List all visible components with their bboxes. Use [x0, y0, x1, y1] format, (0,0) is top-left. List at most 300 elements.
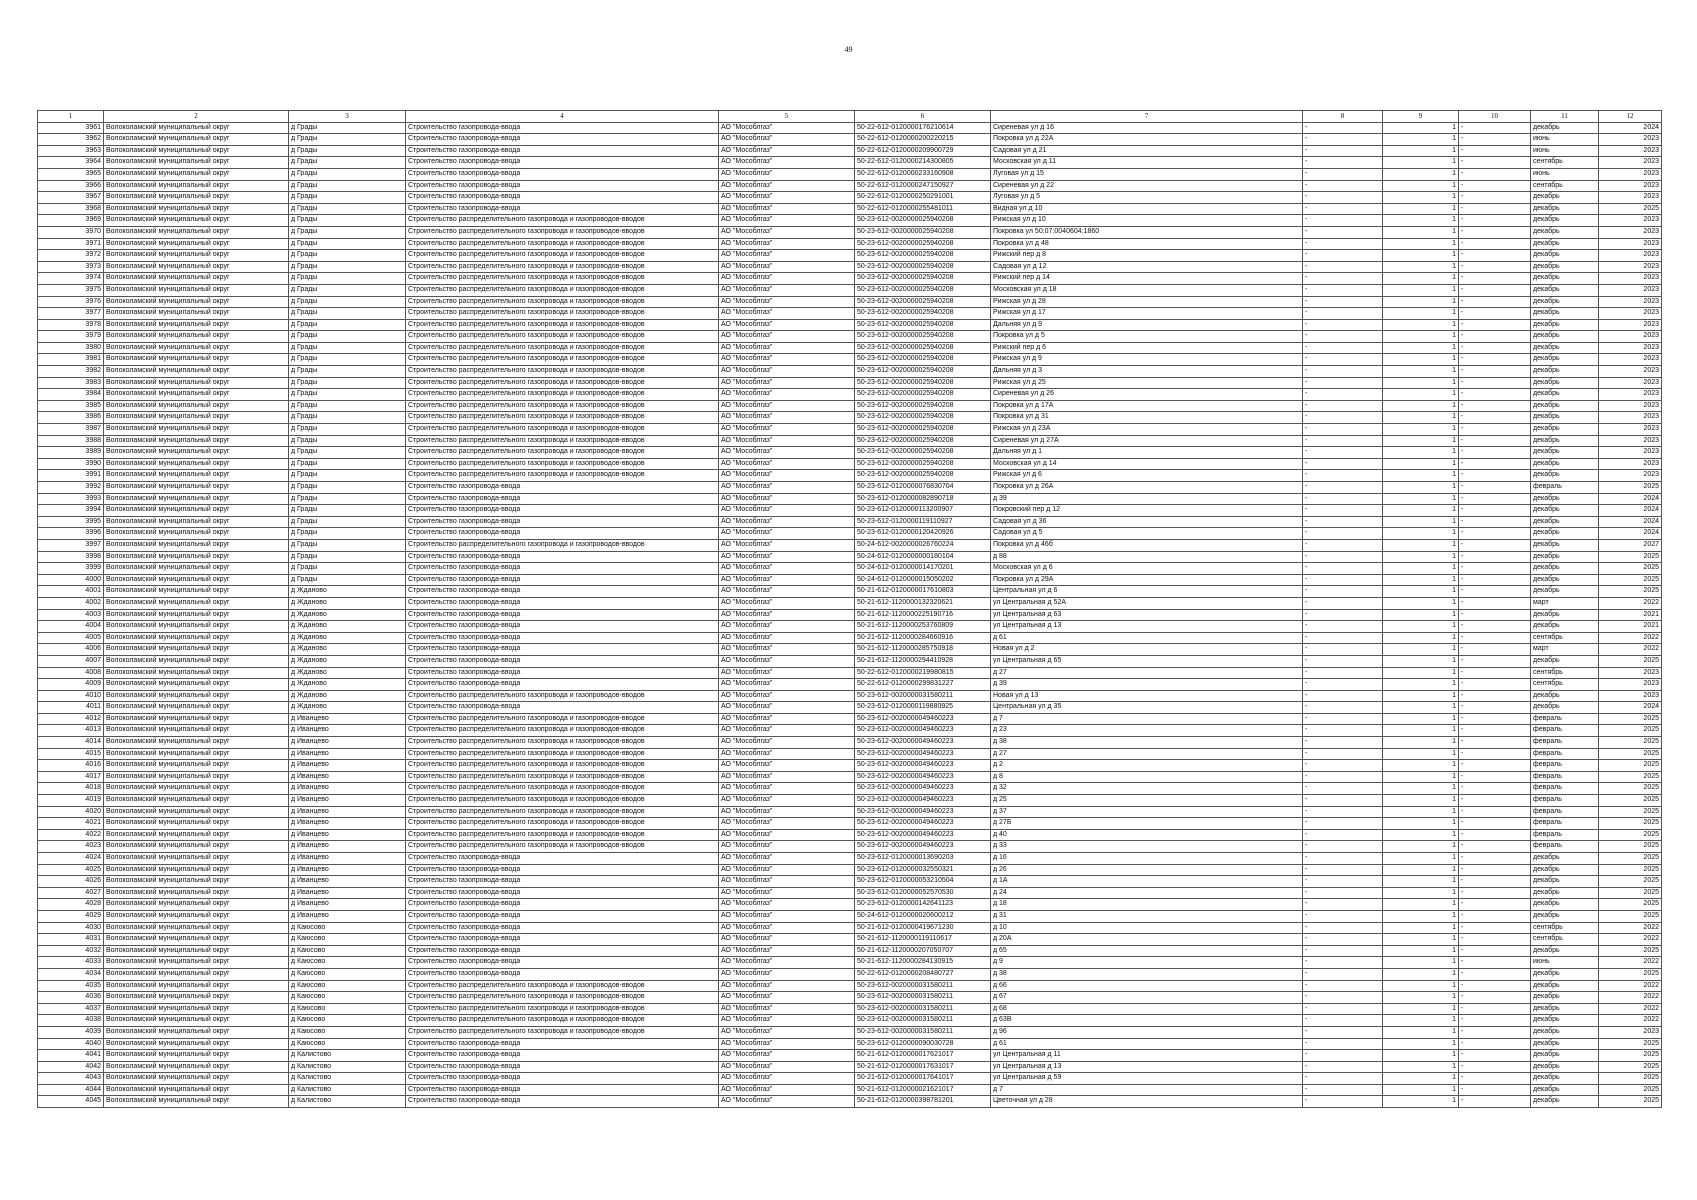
- work-type-cell: Строительство распределительного газопровода и газопроводов-вводов: [406, 1015, 719, 1027]
- col-8-cell: -: [1303, 493, 1383, 505]
- col-8-cell: -: [1303, 157, 1383, 169]
- organization-cell: АО "Мособлгаз": [719, 238, 855, 250]
- col-8-cell: -: [1303, 551, 1383, 563]
- municipality-cell: Волоколамский муниципальный округ: [104, 992, 289, 1004]
- year-cell: 2023: [1599, 354, 1662, 366]
- count-cell: 1: [1383, 296, 1459, 308]
- municipality-cell: Волоколамский муниципальный округ: [104, 447, 289, 459]
- col-10-cell: -: [1459, 168, 1531, 180]
- address-cell: Московская ул д 14: [991, 458, 1303, 470]
- table-row: [38, 354, 1662, 366]
- work-type-cell: Строительство распределительного газопровода и газопроводов-вводов: [406, 273, 719, 285]
- month-cell: декабрь: [1531, 389, 1599, 401]
- application-number-cell: 50-24-612-0120000015050202: [855, 574, 991, 586]
- year-cell: 2023: [1599, 690, 1662, 702]
- table-row: [38, 655, 1662, 667]
- month-cell: сентябрь: [1531, 667, 1599, 679]
- address-cell: ул Центральная д 13: [991, 621, 1303, 633]
- count-cell: 1: [1383, 1015, 1459, 1027]
- table-row: [38, 180, 1662, 192]
- year-cell: 2023: [1599, 250, 1662, 262]
- year-cell: 2023: [1599, 157, 1662, 169]
- col-8-cell: -: [1303, 389, 1383, 401]
- month-cell: март: [1531, 597, 1599, 609]
- work-type-cell: Строительство распределительного газопровода и газопроводов-вводов: [406, 377, 719, 389]
- col-8-cell: -: [1303, 957, 1383, 969]
- col-10-cell: -: [1459, 458, 1531, 470]
- row-number-cell: 3963: [38, 145, 104, 157]
- year-cell: 2027: [1599, 539, 1662, 551]
- row-number-cell: 3995: [38, 516, 104, 528]
- organization-cell: АО "Мособлгаз": [719, 482, 855, 494]
- row-number-cell: 4017: [38, 771, 104, 783]
- address-cell: Рижская ул д 9: [991, 354, 1303, 366]
- count-cell: 1: [1383, 748, 1459, 760]
- column-header-7: 7: [991, 111, 1303, 123]
- organization-cell: АО "Мособлгаз": [719, 644, 855, 656]
- municipality-cell: Волоколамский муниципальный округ: [104, 539, 289, 551]
- row-number-cell: 3976: [38, 296, 104, 308]
- municipality-cell: Волоколамский муниципальный округ: [104, 157, 289, 169]
- row-number-cell: 4042: [38, 1061, 104, 1073]
- settlement-cell: д Грады: [289, 122, 406, 134]
- table-row: [38, 412, 1662, 424]
- settlement-cell: д Иванцево: [289, 783, 406, 795]
- table-row: [38, 539, 1662, 551]
- organization-cell: АО "Мособлгаз": [719, 250, 855, 262]
- col-8-cell: -: [1303, 412, 1383, 424]
- table-row: [38, 1096, 1662, 1108]
- settlement-cell: д Грады: [289, 505, 406, 517]
- year-cell: 2021: [1599, 609, 1662, 621]
- column-header-11: 11: [1531, 111, 1599, 123]
- row-number-cell: 4026: [38, 876, 104, 888]
- col-10-cell: -: [1459, 980, 1531, 992]
- col-8-cell: -: [1303, 1061, 1383, 1073]
- month-cell: февраль: [1531, 482, 1599, 494]
- col-8-cell: -: [1303, 968, 1383, 980]
- row-number-cell: 4037: [38, 1003, 104, 1015]
- work-type-cell: Строительство газопровода-ввода: [406, 621, 719, 633]
- row-number-cell: 4006: [38, 644, 104, 656]
- settlement-cell: д Грады: [289, 389, 406, 401]
- count-cell: 1: [1383, 702, 1459, 714]
- col-10-cell: -: [1459, 632, 1531, 644]
- organization-cell: АО "Мособлгаз": [719, 168, 855, 180]
- address-cell: д 38: [991, 737, 1303, 749]
- year-cell: 2025: [1599, 737, 1662, 749]
- count-cell: 1: [1383, 435, 1459, 447]
- year-cell: 2025: [1599, 771, 1662, 783]
- month-cell: декабрь: [1531, 516, 1599, 528]
- settlement-cell: д Каюсово: [289, 1026, 406, 1038]
- address-cell: Покровка ул д 31: [991, 412, 1303, 424]
- row-number-cell: 3983: [38, 377, 104, 389]
- settlement-cell: д Грады: [289, 412, 406, 424]
- application-number-cell: 50-22-612-0120000176210614: [855, 122, 991, 134]
- table-row: [38, 157, 1662, 169]
- settlement-cell: д Грады: [289, 180, 406, 192]
- table-body: [38, 122, 1662, 1107]
- col-8-cell: -: [1303, 945, 1383, 957]
- count-cell: 1: [1383, 899, 1459, 911]
- address-cell: Новая ул д 2: [991, 644, 1303, 656]
- count-cell: 1: [1383, 968, 1459, 980]
- organization-cell: АО "Мособлгаз": [719, 400, 855, 412]
- col-8-cell: -: [1303, 853, 1383, 865]
- address-cell: д 20А: [991, 934, 1303, 946]
- work-type-cell: Строительство распределительного газопровода и газопроводов-вводов: [406, 841, 719, 853]
- settlement-cell: д Грады: [289, 215, 406, 227]
- col-8-cell: -: [1303, 250, 1383, 262]
- settlement-cell: д Каюсово: [289, 992, 406, 1004]
- work-type-cell: Строительство газопровода-ввода: [406, 586, 719, 598]
- application-number-cell: 50-21-612-0120000398781201: [855, 1096, 991, 1108]
- application-number-cell: 50-23-612-0020000025940208: [855, 215, 991, 227]
- municipality-cell: Волоколамский муниципальный округ: [104, 853, 289, 865]
- application-number-cell: 50-21-612-1120000225190716: [855, 609, 991, 621]
- application-number-cell: 50-21-612-1120000294410928: [855, 655, 991, 667]
- column-header-1: 1: [38, 111, 104, 123]
- organization-cell: АО "Мособлгаз": [719, 934, 855, 946]
- year-cell: 2025: [1599, 1084, 1662, 1096]
- year-cell: 2023: [1599, 180, 1662, 192]
- organization-cell: АО "Мособлгаз": [719, 864, 855, 876]
- month-cell: декабрь: [1531, 702, 1599, 714]
- table-row: [38, 783, 1662, 795]
- work-type-cell: Строительство распределительного газопровода и газопроводов-вводов: [406, 435, 719, 447]
- application-number-cell: 50-23-612-0120000113200907: [855, 505, 991, 517]
- table-row: [38, 737, 1662, 749]
- col-10-cell: -: [1459, 273, 1531, 285]
- month-cell: декабрь: [1531, 690, 1599, 702]
- year-cell: 2023: [1599, 238, 1662, 250]
- address-cell: д 33: [991, 841, 1303, 853]
- municipality-cell: Волоколамский муниципальный округ: [104, 134, 289, 146]
- municipality-cell: Волоколамский муниципальный округ: [104, 1050, 289, 1062]
- municipality-cell: Волоколамский муниципальный округ: [104, 725, 289, 737]
- table-row: [38, 192, 1662, 204]
- application-number-cell: 50-21-612-0120000017631017: [855, 1061, 991, 1073]
- col-10-cell: -: [1459, 945, 1531, 957]
- application-number-cell: 50-23-612-0020000049460223: [855, 818, 991, 830]
- table-row: [38, 980, 1662, 992]
- table-row: [38, 250, 1662, 262]
- col-10-cell: -: [1459, 157, 1531, 169]
- application-number-cell: 50-22-612-0120000208480727: [855, 968, 991, 980]
- month-cell: декабрь: [1531, 319, 1599, 331]
- settlement-cell: д Грады: [289, 331, 406, 343]
- year-cell: 2023: [1599, 168, 1662, 180]
- col-10-cell: -: [1459, 1050, 1531, 1062]
- col-8-cell: -: [1303, 864, 1383, 876]
- month-cell: декабрь: [1531, 910, 1599, 922]
- column-header-12: 12: [1599, 111, 1662, 123]
- work-type-cell: Строительство распределительного газопровода и газопроводов-вводов: [406, 1026, 719, 1038]
- application-number-cell: 50-23-612-0020000025940208: [855, 308, 991, 320]
- organization-cell: АО "Мособлгаз": [719, 992, 855, 1004]
- table-row: [38, 308, 1662, 320]
- table-row: [38, 609, 1662, 621]
- col-10-cell: -: [1459, 690, 1531, 702]
- settlement-cell: д Жданово: [289, 632, 406, 644]
- count-cell: 1: [1383, 876, 1459, 888]
- organization-cell: АО "Мособлгаз": [719, 539, 855, 551]
- col-8-cell: -: [1303, 980, 1383, 992]
- col-8-cell: -: [1303, 331, 1383, 343]
- col-10-cell: -: [1459, 342, 1531, 354]
- application-number-cell: 50-21-612-1120000284660916: [855, 632, 991, 644]
- application-number-cell: 50-21-612-1120000284130915: [855, 957, 991, 969]
- organization-cell: АО "Мособлгаз": [719, 818, 855, 830]
- settlement-cell: д Каюсово: [289, 922, 406, 934]
- address-cell: д 26: [991, 864, 1303, 876]
- municipality-cell: Волоколамский муниципальный округ: [104, 597, 289, 609]
- settlement-cell: д Иванцево: [289, 876, 406, 888]
- application-number-cell: 50-23-612-0020000025940208: [855, 296, 991, 308]
- settlement-cell: д Грады: [289, 145, 406, 157]
- settlement-cell: д Жданово: [289, 679, 406, 691]
- municipality-cell: Волоколамский муниципальный округ: [104, 1073, 289, 1085]
- month-cell: декабрь: [1531, 1073, 1599, 1085]
- organization-cell: АО "Мособлгаз": [719, 910, 855, 922]
- municipality-cell: Волоколамский муниципальный округ: [104, 203, 289, 215]
- application-number-cell: 50-23-612-0020000049460223: [855, 748, 991, 760]
- count-cell: 1: [1383, 597, 1459, 609]
- row-number-cell: 4009: [38, 679, 104, 691]
- address-cell: д 39: [991, 493, 1303, 505]
- settlement-cell: д Иванцево: [289, 725, 406, 737]
- year-cell: 2023: [1599, 435, 1662, 447]
- month-cell: декабрь: [1531, 366, 1599, 378]
- col-8-cell: -: [1303, 470, 1383, 482]
- column-header-6: 6: [855, 111, 991, 123]
- address-cell: Луговая ул д 15: [991, 168, 1303, 180]
- year-cell: 2025: [1599, 482, 1662, 494]
- municipality-cell: Волоколамский муниципальный округ: [104, 864, 289, 876]
- table-row: [38, 1050, 1662, 1062]
- municipality-cell: Волоколамский муниципальный округ: [104, 644, 289, 656]
- table-row: [38, 667, 1662, 679]
- month-cell: декабрь: [1531, 528, 1599, 540]
- organization-cell: АО "Мособлгаз": [719, 563, 855, 575]
- count-cell: 1: [1383, 1038, 1459, 1050]
- municipality-cell: Волоколамский муниципальный округ: [104, 1003, 289, 1015]
- month-cell: сентябрь: [1531, 632, 1599, 644]
- work-type-cell: Строительство распределительного газопровода и газопроводов-вводов: [406, 424, 719, 436]
- address-cell: ул Центральная д 13: [991, 1061, 1303, 1073]
- col-10-cell: -: [1459, 505, 1531, 517]
- year-cell: 2024: [1599, 122, 1662, 134]
- col-10-cell: -: [1459, 308, 1531, 320]
- address-cell: ул Центральная д 11: [991, 1050, 1303, 1062]
- settlement-cell: д Грады: [289, 458, 406, 470]
- organization-cell: АО "Мособлгаз": [719, 737, 855, 749]
- count-cell: 1: [1383, 771, 1459, 783]
- col-10-cell: -: [1459, 783, 1531, 795]
- row-number-cell: 4000: [38, 574, 104, 586]
- organization-cell: АО "Мособлгаз": [719, 1096, 855, 1108]
- address-cell: д 88: [991, 551, 1303, 563]
- year-cell: 2025: [1599, 864, 1662, 876]
- month-cell: декабрь: [1531, 215, 1599, 227]
- row-number-cell: 4010: [38, 690, 104, 702]
- year-cell: 2025: [1599, 818, 1662, 830]
- row-number-cell: 3972: [38, 250, 104, 262]
- settlement-cell: д Жданово: [289, 702, 406, 714]
- col-10-cell: -: [1459, 957, 1531, 969]
- settlement-cell: д Иванцево: [289, 737, 406, 749]
- address-cell: ул Центральная д 52А: [991, 597, 1303, 609]
- application-number-cell: 50-22-612-0120000247150927: [855, 180, 991, 192]
- col-8-cell: -: [1303, 528, 1383, 540]
- settlement-cell: д Иванцево: [289, 806, 406, 818]
- address-cell: д 39: [991, 679, 1303, 691]
- work-type-cell: Строительство распределительного газопровода и газопроводов-вводов: [406, 690, 719, 702]
- application-number-cell: 50-23-612-0120000076830704: [855, 482, 991, 494]
- address-cell: д 7: [991, 713, 1303, 725]
- settlement-cell: д Каюсово: [289, 1015, 406, 1027]
- column-header-4: 4: [406, 111, 719, 123]
- col-8-cell: -: [1303, 887, 1383, 899]
- municipality-cell: Волоколамский муниципальный округ: [104, 922, 289, 934]
- col-8-cell: -: [1303, 597, 1383, 609]
- year-cell: 2025: [1599, 655, 1662, 667]
- col-8-cell: -: [1303, 1038, 1383, 1050]
- organization-cell: АО "Мособлгаз": [719, 679, 855, 691]
- settlement-cell: д Каюсово: [289, 1038, 406, 1050]
- settlement-cell: д Грады: [289, 134, 406, 146]
- settlement-cell: д Грады: [289, 226, 406, 238]
- municipality-cell: Волоколамский муниципальный округ: [104, 296, 289, 308]
- row-number-cell: 3990: [38, 458, 104, 470]
- address-cell: Московская ул д 6: [991, 563, 1303, 575]
- table-row: [38, 168, 1662, 180]
- application-number-cell: 50-23-612-0120000120420926: [855, 528, 991, 540]
- application-number-cell: 50-22-612-0120000209900729: [855, 145, 991, 157]
- organization-cell: АО "Мособлгаз": [719, 853, 855, 865]
- table-row: [38, 713, 1662, 725]
- organization-cell: АО "Мособлгаз": [719, 493, 855, 505]
- month-cell: декабрь: [1531, 1096, 1599, 1108]
- municipality-cell: Волоколамский муниципальный округ: [104, 563, 289, 575]
- col-10-cell: -: [1459, 412, 1531, 424]
- municipality-cell: Волоколамский муниципальный округ: [104, 377, 289, 389]
- work-type-cell: Строительство газопровода-ввода: [406, 644, 719, 656]
- col-8-cell: -: [1303, 783, 1383, 795]
- address-cell: Дальняя ул д 9: [991, 319, 1303, 331]
- col-8-cell: -: [1303, 377, 1383, 389]
- count-cell: 1: [1383, 621, 1459, 633]
- settlement-cell: д Грады: [289, 366, 406, 378]
- col-10-cell: -: [1459, 864, 1531, 876]
- settlement-cell: д Иванцево: [289, 853, 406, 865]
- year-cell: 2023: [1599, 679, 1662, 691]
- year-cell: 2025: [1599, 1073, 1662, 1085]
- col-10-cell: -: [1459, 992, 1531, 1004]
- work-type-cell: Строительство распределительного газопровода и газопроводов-вводов: [406, 389, 719, 401]
- organization-cell: АО "Мособлгаз": [719, 215, 855, 227]
- row-number-cell: 3967: [38, 192, 104, 204]
- application-number-cell: 50-23-612-0020000025940208: [855, 458, 991, 470]
- application-number-cell: 50-23-612-0020000031580211: [855, 1026, 991, 1038]
- organization-cell: АО "Мособлгаз": [719, 389, 855, 401]
- settlement-cell: д Грады: [289, 470, 406, 482]
- address-cell: Сиреневая ул д 16: [991, 122, 1303, 134]
- row-number-cell: 4032: [38, 945, 104, 957]
- table-row: [38, 1084, 1662, 1096]
- application-number-cell: 50-21-612-1120000207050707: [855, 945, 991, 957]
- count-cell: 1: [1383, 516, 1459, 528]
- municipality-cell: Волоколамский муниципальный округ: [104, 145, 289, 157]
- work-type-cell: Строительство газопровода-ввода: [406, 1073, 719, 1085]
- settlement-cell: д Каюсово: [289, 934, 406, 946]
- col-8-cell: -: [1303, 203, 1383, 215]
- settlement-cell: д Грады: [289, 250, 406, 262]
- organization-cell: АО "Мособлгаз": [719, 319, 855, 331]
- table-row: [38, 389, 1662, 401]
- application-number-cell: 50-21-612-0120000021621017: [855, 1084, 991, 1096]
- year-cell: 2025: [1599, 887, 1662, 899]
- row-number-cell: 3991: [38, 470, 104, 482]
- month-cell: декабрь: [1531, 609, 1599, 621]
- year-cell: 2023: [1599, 447, 1662, 459]
- year-cell: 2023: [1599, 273, 1662, 285]
- count-cell: 1: [1383, 783, 1459, 795]
- col-10-cell: -: [1459, 1015, 1531, 1027]
- count-cell: 1: [1383, 563, 1459, 575]
- organization-cell: АО "Мособлгаз": [719, 690, 855, 702]
- count-cell: 1: [1383, 470, 1459, 482]
- municipality-cell: Волоколамский муниципальный округ: [104, 574, 289, 586]
- col-8-cell: -: [1303, 632, 1383, 644]
- municipality-cell: Волоколамский муниципальный округ: [104, 586, 289, 598]
- col-8-cell: -: [1303, 296, 1383, 308]
- col-8-cell: -: [1303, 1096, 1383, 1108]
- municipality-cell: Волоколамский муниципальный округ: [104, 516, 289, 528]
- organization-cell: АО "Мособлгаз": [719, 296, 855, 308]
- work-type-cell: Строительство распределительного газопровода и газопроводов-вводов: [406, 725, 719, 737]
- application-number-cell: 50-23-612-0020000025940208: [855, 238, 991, 250]
- table-row: [38, 841, 1662, 853]
- year-cell: 2025: [1599, 725, 1662, 737]
- municipality-cell: Волоколамский муниципальный округ: [104, 795, 289, 807]
- work-type-cell: Строительство газопровода-ввода: [406, 505, 719, 517]
- settlement-cell: д Иванцево: [289, 818, 406, 830]
- settlement-cell: д Жданово: [289, 655, 406, 667]
- address-cell: ул Центральная д 59: [991, 1073, 1303, 1085]
- table-row: [38, 574, 1662, 586]
- col-10-cell: -: [1459, 574, 1531, 586]
- month-cell: сентябрь: [1531, 679, 1599, 691]
- col-10-cell: -: [1459, 470, 1531, 482]
- application-number-cell: 50-23-612-0020000025940208: [855, 435, 991, 447]
- col-8-cell: -: [1303, 435, 1383, 447]
- application-number-cell: 50-23-612-0020000025940208: [855, 447, 991, 459]
- address-cell: д 24: [991, 887, 1303, 899]
- month-cell: июнь: [1531, 957, 1599, 969]
- column-header-9: 9: [1383, 111, 1459, 123]
- count-cell: 1: [1383, 864, 1459, 876]
- organization-cell: АО "Мособлгаз": [719, 203, 855, 215]
- month-cell: декабрь: [1531, 192, 1599, 204]
- municipality-cell: Волоколамский муниципальный округ: [104, 342, 289, 354]
- application-number-cell: 50-23-612-0020000031580211: [855, 1003, 991, 1015]
- year-cell: 2023: [1599, 284, 1662, 296]
- row-number-cell: 3978: [38, 319, 104, 331]
- count-cell: 1: [1383, 238, 1459, 250]
- col-8-cell: -: [1303, 667, 1383, 679]
